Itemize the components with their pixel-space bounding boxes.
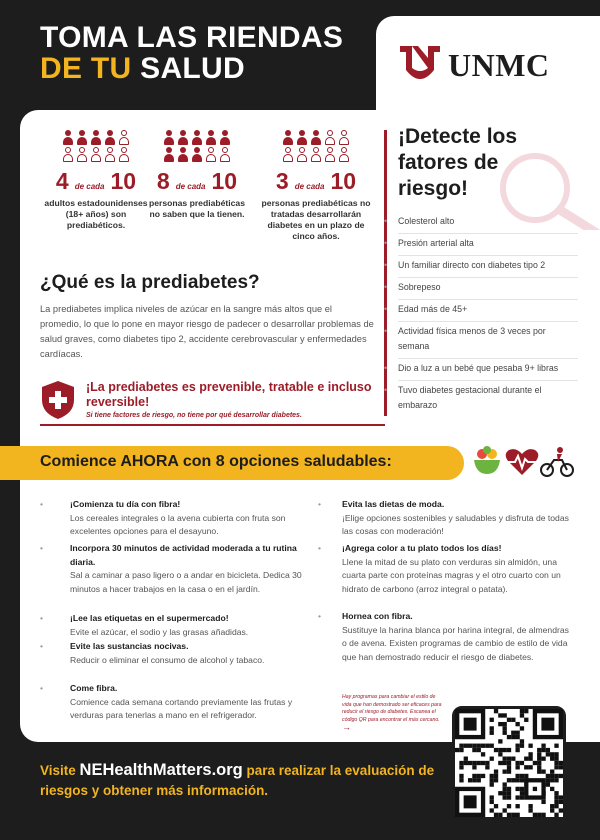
stat-description: personas prediabéticas no saben que la tienen.: [148, 198, 245, 219]
qr-note-text: Hay programas para cambiar el estilo de vida que han demostrado ser eficaces para reducir el riesgo de diabetes. Escanea el código QR para encontrar el más cercano.: [342, 694, 442, 723]
tip-text: Evite el azúcar, el sodio y las grasas añadidas.: [70, 626, 249, 637]
tip-title: ¡Comienza tu día con fibra!: [70, 499, 181, 509]
person-icon: [296, 130, 308, 145]
person-icon: [76, 147, 88, 162]
person-icon: [219, 147, 231, 162]
footer-text: [40, 760, 460, 801]
person-icon: [219, 130, 231, 145]
qr-code-icon: [455, 709, 563, 817]
stat-row: [148, 168, 246, 195]
risk-item: [384, 359, 578, 381]
stat-number: 3: [275, 168, 289, 194]
bullet-icon: •: [384, 304, 388, 314]
tip-text: Sal a caminar a paso ligero o a andar en bicicleta. Dedica 30 minutos a hacer trabajos en la casa o en el jardín.: [70, 570, 302, 594]
tip-item: [40, 612, 315, 639]
bullet-icon: •: [384, 216, 388, 226]
stat-number: 8: [156, 168, 170, 194]
risk-item-text: Presión arterial alta: [398, 238, 474, 248]
person-icon: [62, 147, 74, 162]
person-icon: [90, 147, 102, 162]
tip-text: ¡Elige opciones sostenibles y saludables y disfruta de todas las cosas con moderación!: [342, 512, 569, 536]
risk-item-text: Edad más de 45+: [398, 304, 468, 314]
arrow-right-icon: →: [342, 722, 351, 732]
risk-item: [384, 322, 578, 359]
heartbeat-icon: [505, 448, 539, 476]
bullet-icon: •: [384, 282, 388, 292]
people-icon-grid: [282, 130, 350, 162]
risk-item-text: Tuvo diabetes gestacional durante el embarazo: [398, 385, 542, 410]
risk-item-text: Sobrepeso: [398, 282, 441, 292]
person-icon: [191, 147, 203, 162]
tip-item: [40, 682, 315, 723]
bullet-icon: •: [40, 641, 44, 651]
tip-item: [40, 640, 315, 667]
risk-item: [384, 278, 578, 300]
tip-item: [318, 498, 574, 539]
tip-text: Comience cada semana cortando previamente las frutas y verduras para tenerlas a mano en el refrigerador.: [70, 696, 293, 720]
stat-connector: de cada: [74, 182, 105, 191]
prevention-subtext: Si tiene factores de riesgo, no tiene por qué desarrollar diabetes.: [86, 412, 302, 419]
title-gold-text: DE TU: [40, 52, 132, 85]
tip-item: [318, 610, 574, 664]
bullet-icon: •: [40, 543, 44, 553]
risk-item: [384, 381, 578, 417]
person-icon: [338, 147, 350, 162]
risk-item: [384, 256, 578, 278]
tip-item: [40, 498, 315, 539]
bullet-icon: •: [40, 499, 44, 509]
bullet-icon: •: [384, 385, 388, 395]
person-icon: [90, 130, 102, 145]
risk-heading: ¡Detecte los fatores de riesgo!: [398, 125, 518, 200]
tip-text: Reducir o eliminar el consumo de alcohol y tabaco.: [70, 654, 265, 665]
what-is-body: La prediabetes implica niveles de azúcar en la sangre más altos que el promedio, lo que lo pone en mayor riesgo de padecer o desarrollar problemas de salud graves, como diabetes tipo 2, accidente cerebrovascular y enfermedades cardíacas.: [40, 304, 374, 359]
stat-row: [260, 168, 372, 195]
shield-plus-icon: [40, 380, 76, 420]
prevention-divider: [40, 424, 385, 426]
person-icon: [282, 147, 294, 162]
tip-title: Incorpora 30 minutos de actividad moderada a tu rutina diaria.: [70, 543, 297, 567]
qr-code[interactable]: [452, 706, 566, 820]
risk-item: [384, 234, 578, 256]
bullet-icon: •: [318, 499, 322, 509]
risk-item-text: Colesterol alto: [398, 216, 455, 226]
bullet-icon: •: [384, 238, 388, 248]
person-icon: [310, 130, 322, 145]
tip-title: ¡Lee las etiquetas en el supermercado!: [70, 613, 229, 623]
logo-text: UNMC: [448, 47, 550, 83]
stat-total: 10: [110, 168, 137, 194]
qr-note: [342, 694, 446, 734]
prevention-heading: ¡La prediabetes es prevenible, tratable e incluso reversible!: [86, 380, 372, 409]
footer-post: para realizar la evaluación de riesgos y obtener más información.: [40, 763, 435, 798]
bullet-icon: •: [384, 260, 388, 270]
person-icon: [296, 147, 308, 162]
risk-item: [384, 212, 578, 234]
person-icon: [163, 130, 175, 145]
people-icon-grid: [163, 130, 231, 162]
tip-item: [318, 542, 574, 596]
stat-total: 10: [330, 168, 357, 194]
tip-text: Llene la mitad de su plato con verduras sin almidón, una cuarta parte con proteínas magras y el otro cuarto con un hidrato de carbono (arroz integral o patata).: [342, 556, 561, 594]
title-white-text: SALUD: [131, 52, 245, 85]
what-is-heading: ¿Qué es la prediabetes?: [40, 272, 260, 293]
person-icon: [104, 147, 116, 162]
bullet-icon: •: [40, 683, 44, 693]
stat-connector: de cada: [175, 182, 206, 191]
risk-item: [384, 300, 578, 322]
person-icon: [324, 130, 336, 145]
footer-pre: Visite: [40, 763, 80, 778]
person-icon: [104, 130, 116, 145]
stat-total: 10: [211, 168, 238, 194]
unmc-logo-icon: [398, 44, 442, 84]
tip-title: Evite las sustancias nocivas.: [70, 641, 189, 651]
risk-item-text: Actividad física menos de 3 veces por semana: [398, 326, 546, 351]
person-icon: [177, 147, 189, 162]
tip-title: ¡Agrega color a tu plato todos los días!: [342, 543, 502, 553]
stat-description: personas prediabéticas no tratadas desarrollarán diabetes en un plazo de cinco años.: [261, 198, 371, 241]
stat-block-1: [40, 130, 152, 231]
stat-description: adultos estadounidenses (18+ años) son prediabéticos.: [44, 198, 148, 230]
person-icon: [205, 130, 217, 145]
people-icon-grid: [62, 130, 130, 162]
title-line-1: TOMA LAS RIENDAS: [40, 21, 344, 54]
person-icon: [163, 147, 175, 162]
stat-connector: de cada: [294, 182, 325, 191]
person-icon: [118, 130, 130, 145]
person-icon: [76, 130, 88, 145]
page-title: [40, 22, 370, 84]
risk-item-text: Dio a luz a un bebé que pesaba 9+ libras: [398, 363, 559, 373]
tip-item: [40, 542, 315, 596]
person-icon: [282, 130, 294, 145]
tip-text: Sustituye la harina blanca por harina integral, de almendras o de avena. Existen programas de cambio de estilo de vida que han demostrado reducir el riesgo de diabetes.: [342, 624, 569, 662]
person-icon: [118, 147, 130, 162]
person-icon: [338, 130, 350, 145]
title-line-2: [40, 53, 370, 84]
tip-title: Evita las dietas de moda.: [342, 499, 445, 509]
stat-row: [40, 168, 152, 195]
food-bowl-icon: [472, 446, 502, 478]
tip-title: Hornea con fibra.: [342, 611, 413, 621]
tip-title: Come fibra.: [70, 683, 118, 693]
person-icon: [324, 147, 336, 162]
risk-list: [384, 212, 578, 417]
person-icon: [310, 147, 322, 162]
options-heading: Comience AHORA con 8 opciones saludables:: [40, 453, 392, 470]
stat-block-3: [260, 130, 372, 242]
bullet-icon: •: [384, 363, 388, 373]
stat-block-2: [148, 130, 246, 220]
cyclist-icon: [540, 446, 574, 478]
person-icon: [62, 130, 74, 145]
tip-text: Los cereales integrales o la avena cubierta con fruta son excelentes opciones para el desayuno.: [70, 512, 286, 536]
person-icon: [177, 130, 189, 145]
bullet-icon: •: [40, 613, 44, 623]
risk-item-text: Un familiar directo con diabetes tipo 2: [398, 260, 546, 270]
person-icon: [205, 147, 217, 162]
stat-number: 4: [55, 168, 69, 194]
footer-link[interactable]: NEHealthMatters.org: [79, 761, 243, 779]
bullet-icon: •: [384, 326, 388, 336]
person-icon: [191, 130, 203, 145]
bullet-icon: •: [318, 611, 322, 621]
bullet-icon: •: [318, 543, 322, 553]
